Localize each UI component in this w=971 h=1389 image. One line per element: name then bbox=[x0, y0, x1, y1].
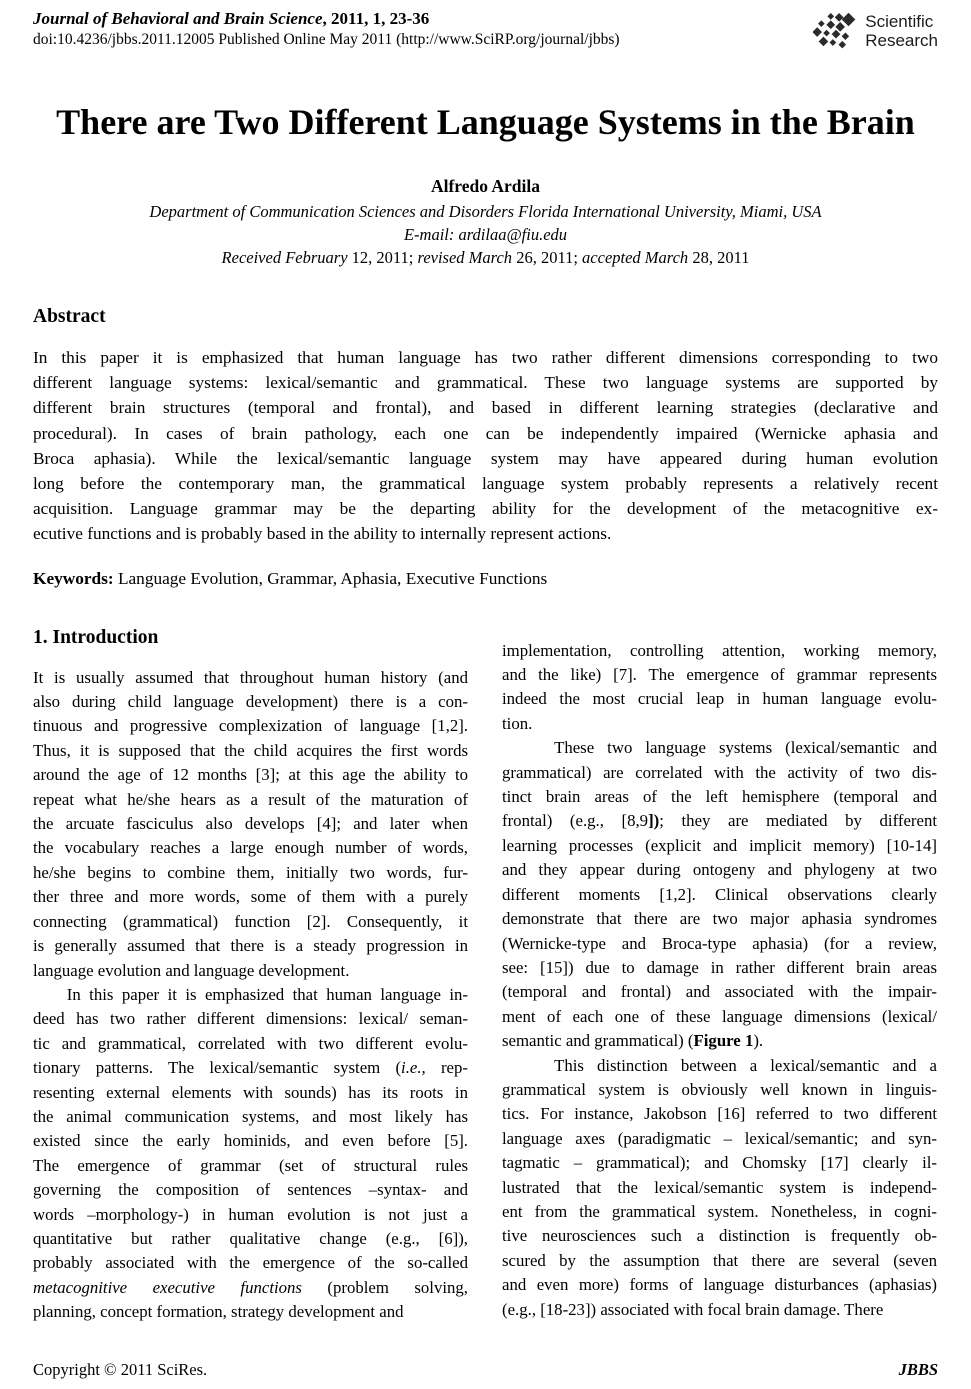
abstract-text: In this paper it is emphasized that human language has two rather different dimensions corresponding to two different language systems: lexical/semantic and grammatical. These two language systems are supported by different brain structures (temporal and frontal), and based in different learning strategies (declarative and procedural). In cases of brain pathology, each one can be independently impaired (Wernicke aphasia and Broca aphasia). While the lexical/semantic language system may have appeared during human evolution long before the contemporary man, the grammatical language system probably represents a relatively recent acquisition. Language grammar may be the departing ability for the development of the metacognitive ex- ecutive functions and is probably based in the ability to internally represent actions. bbox=[33, 348, 938, 544]
paper-title: There are Two Different Language Systems in the Brain bbox=[56, 102, 915, 142]
author-affiliation: Department of Communication Sciences and Disorders Florida International University, Miami, USA bbox=[149, 202, 822, 221]
intro-right-paragraph-2: These two language systems (lexical/semantic and grammatical) are correlated with the activity of two dis- tinct brain areas of the left hemisphere (temporal and frontal) (e.g., [8,9]); they are mediated by different learning processes (explicit and implicit memory) [10-14] and they appear during ontogeny and phylogeny at two different moments [1,2]. Clinical observations clearly demonstrate that there are two major aphasia syndromes (Wernicke-type and Broca-type aphasia) (for a review, see: [15]) due to damage in rather different brain areas (temporal and frontal) and associated with the impair- ment of each one of these language dimensions (lexical/ semantic and grammatical) (Figure 1). bbox=[502, 738, 937, 1051]
intro-heading: 1. Introduction bbox=[33, 626, 159, 648]
intro-right-paragraph-3: This distinction between a lexical/semantic and a grammatical system is obviously well known in linguis- tics. For instance, Jakobson [16] referred to two different language axes (paradigmatic – lexical/semantic; and syn- tagmatic – grammatical); and Chomsky [17] clearly il- lustrated that the lexical/semantic system is independ- ent from the grammatical system. Nonetheless, in cogni- tive neurosciences such a distinction is frequently ob- scured by the assumption that there are several (seven and even more) forms of language disturbances (aphasias) (e.g., [18-23]) associated with focal brain damage. There bbox=[502, 1055, 937, 1319]
scientific-research-logo bbox=[813, 10, 938, 52]
byline-block bbox=[33, 176, 938, 268]
received-dates: Received February 12, 2011; revised March 26, 2011; accepted March 28, 2011 bbox=[221, 248, 750, 267]
two-column-body bbox=[33, 627, 938, 1325]
right-column bbox=[502, 627, 937, 1325]
intro-left-paragraph-2: In this paper it is emphasized that human language in- deed has two rather different dimensions: lexical/ seman- tic and grammatical, correlated with two different evolu- tionary patterns. The lexical/semantic system (i.e., rep- resenting external elements with sounds) has its roots in the animal communication systems, and most likely has existed since the early hominids, and even before [5]. The emergence of grammar (set of structural rules governing the composition of sentences –syntax- and words –morphology-) in human evolution is not just a quantitative but rather qualitative change (e.g., [6]), probably associated with the emergence of the so-called metacognitive executive functions (problem solving, planning, concept formation, strategy development and bbox=[33, 984, 468, 1322]
author-email: E-mail: ardilaa@fiu.edu bbox=[403, 225, 568, 244]
journal-volume-pages: , 2011, 1, 23-36 bbox=[322, 9, 430, 28]
logo-word-research: Research bbox=[865, 31, 938, 50]
intro-left-paragraph-1: It is usually assumed that throughout human history (and also during child language development) there is a con- tinuous and progressive complexization of language [1,2]. Thus, it is supposed that the child acquires the first words around the age of 12 months [3]; at this age the ability to repeat what he/she hears as a result of the maturation of the arcuate fasciculus also develops [4]; and later when the vocabulary reaches a large enough number of words, he/she begins to combine them, initially two words, fur- ther three and more words, some of them with a purely connecting (grammatical) function [2]. Consequently, it is generally assumed that there is a steady progression in language evolution and language development. bbox=[33, 667, 468, 980]
journal-citation-line bbox=[33, 8, 620, 29]
journal-name: Journal of Behavioral and Brain Science bbox=[33, 9, 323, 28]
left-column bbox=[33, 627, 468, 1325]
abstract-heading: Abstract bbox=[33, 306, 106, 327]
page-header bbox=[33, 8, 938, 52]
keywords-label: Keywords: bbox=[33, 568, 114, 588]
diamond-cluster-icon bbox=[813, 10, 859, 52]
keywords-line bbox=[33, 569, 938, 589]
keywords-text: Language Evolution, Grammar, Aphasia, Executive Functions bbox=[113, 568, 548, 588]
author-name: Alfredo Ardila bbox=[430, 176, 541, 196]
page-footer bbox=[33, 1360, 938, 1380]
journal-abbrev: JBBS bbox=[898, 1360, 938, 1379]
logo-word-scientific: Scientific bbox=[865, 12, 934, 31]
journal-header-block bbox=[33, 8, 620, 51]
copyright-text: Copyright © 2011 SciRes. bbox=[33, 1360, 208, 1379]
doi-line: doi:10.4236/jbbs.2011.12005 Published Online May 2011 (http://www.SciRP.org/journal/jbbs) bbox=[33, 31, 620, 48]
logo-wordmark bbox=[865, 12, 938, 50]
intro-right-paragraph-1: implementation, controlling attention, working memory, and the like) [7]. The emergence of grammar represents indeed the most crucial leap in human language evolu- tion. bbox=[502, 640, 937, 733]
